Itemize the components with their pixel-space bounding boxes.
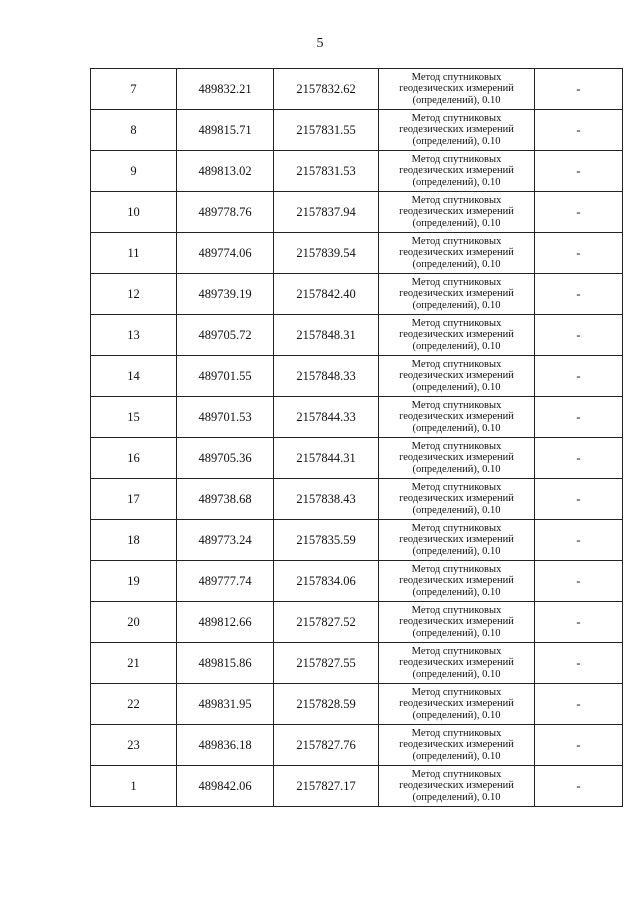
method-text-line: (определений), 0.10 bbox=[412, 463, 501, 475]
x-coordinate-cell: 489777.74 bbox=[177, 561, 274, 602]
y-coordinate-cell: 2157844.33 bbox=[274, 397, 379, 438]
method-text-line: Метод спутниковых bbox=[411, 481, 502, 493]
y-coordinate-cell: 2157839.54 bbox=[274, 233, 379, 274]
point-number-cell: 17 bbox=[91, 479, 177, 520]
method-text-line: геодезических измерений bbox=[399, 329, 514, 341]
note-cell: - bbox=[535, 479, 623, 520]
y-coordinate-cell: 2157831.53 bbox=[274, 151, 379, 192]
table-row bbox=[91, 684, 623, 725]
note-cell: - bbox=[535, 233, 623, 274]
point-number-cell: 7 bbox=[91, 69, 177, 110]
x-coordinate-cell: 489738.68 bbox=[177, 479, 274, 520]
note-cell: - bbox=[535, 151, 623, 192]
method-cell bbox=[379, 684, 535, 725]
table-row bbox=[91, 274, 623, 315]
method-text-line: (определений), 0.10 bbox=[412, 545, 501, 557]
point-number-cell: 19 bbox=[91, 561, 177, 602]
point-number-cell: 20 bbox=[91, 602, 177, 643]
method-cell bbox=[379, 69, 535, 110]
x-coordinate-cell: 489812.66 bbox=[177, 602, 274, 643]
note-cell: - bbox=[535, 192, 623, 233]
point-number-cell: 15 bbox=[91, 397, 177, 438]
method-text-line: Метод спутниковых bbox=[411, 194, 502, 206]
y-coordinate-cell: 2157848.31 bbox=[274, 315, 379, 356]
method-cell bbox=[379, 397, 535, 438]
note-cell: - bbox=[535, 438, 623, 479]
table-row bbox=[91, 397, 623, 438]
x-coordinate-cell: 489815.86 bbox=[177, 643, 274, 684]
method-cell bbox=[379, 561, 535, 602]
x-coordinate-cell: 489813.02 bbox=[177, 151, 274, 192]
x-coordinate-cell: 489778.76 bbox=[177, 192, 274, 233]
method-text-line: геодезических измерений bbox=[399, 534, 514, 546]
page-number: 5 bbox=[316, 36, 324, 51]
y-coordinate-cell: 2157827.76 bbox=[274, 725, 379, 766]
method-text-line: геодезических измерений bbox=[399, 452, 514, 464]
table-row bbox=[91, 315, 623, 356]
method-text-line: (определений), 0.10 bbox=[412, 422, 501, 434]
note-cell: - bbox=[535, 725, 623, 766]
method-cell bbox=[379, 315, 535, 356]
y-coordinate-cell: 2157827.52 bbox=[274, 602, 379, 643]
table-row bbox=[91, 766, 623, 807]
y-coordinate-cell: 2157838.43 bbox=[274, 479, 379, 520]
table-row bbox=[91, 561, 623, 602]
x-coordinate-cell: 489842.06 bbox=[177, 766, 274, 807]
method-cell bbox=[379, 520, 535, 561]
point-number-cell: 22 bbox=[91, 684, 177, 725]
point-number-cell: 8 bbox=[91, 110, 177, 151]
point-number-cell: 10 bbox=[91, 192, 177, 233]
method-text-line: геодезических измерений bbox=[399, 370, 514, 382]
method-text-line: (определений), 0.10 bbox=[412, 258, 501, 270]
method-cell bbox=[379, 438, 535, 479]
x-coordinate-cell: 489832.21 bbox=[177, 69, 274, 110]
method-text-line: Метод спутниковых bbox=[411, 645, 502, 657]
method-text-line: (определений), 0.10 bbox=[412, 627, 501, 639]
method-text-line: Метод спутниковых bbox=[411, 235, 502, 247]
method-text-line: (определений), 0.10 bbox=[412, 299, 501, 311]
method-text-line: геодезических измерений bbox=[399, 616, 514, 628]
method-cell bbox=[379, 110, 535, 151]
x-coordinate-cell: 489774.06 bbox=[177, 233, 274, 274]
note-cell: - bbox=[535, 766, 623, 807]
coordinates-table-body bbox=[91, 69, 623, 807]
point-number-cell: 14 bbox=[91, 356, 177, 397]
point-number-cell: 16 bbox=[91, 438, 177, 479]
x-coordinate-cell: 489773.24 bbox=[177, 520, 274, 561]
method-cell bbox=[379, 479, 535, 520]
x-coordinate-cell: 489739.19 bbox=[177, 274, 274, 315]
x-coordinate-cell: 489815.71 bbox=[177, 110, 274, 151]
method-text-line: (определений), 0.10 bbox=[412, 176, 501, 188]
method-text-line: (определений), 0.10 bbox=[412, 217, 501, 229]
table-row bbox=[91, 192, 623, 233]
method-text-line: геодезических измерений bbox=[399, 780, 514, 792]
method-text-line: геодезических измерений bbox=[399, 739, 514, 751]
note-cell: - bbox=[535, 561, 623, 602]
method-cell bbox=[379, 602, 535, 643]
table-row bbox=[91, 520, 623, 561]
table-row bbox=[91, 438, 623, 479]
y-coordinate-cell: 2157832.62 bbox=[274, 69, 379, 110]
method-text-line: Метод спутниковых bbox=[411, 604, 502, 616]
method-text-line: геодезических измерений bbox=[399, 247, 514, 259]
y-coordinate-cell: 2157835.59 bbox=[274, 520, 379, 561]
note-cell: - bbox=[535, 684, 623, 725]
x-coordinate-cell: 489701.53 bbox=[177, 397, 274, 438]
point-number-cell: 18 bbox=[91, 520, 177, 561]
method-text-line: Метод спутниковых bbox=[411, 317, 502, 329]
method-text-line: геодезических измерений bbox=[399, 83, 514, 95]
point-number-cell: 9 bbox=[91, 151, 177, 192]
method-text-line: Метод спутниковых bbox=[411, 440, 502, 452]
point-number-cell: 13 bbox=[91, 315, 177, 356]
note-cell: - bbox=[535, 110, 623, 151]
x-coordinate-cell: 489705.36 bbox=[177, 438, 274, 479]
table-row bbox=[91, 151, 623, 192]
y-coordinate-cell: 2157827.55 bbox=[274, 643, 379, 684]
point-number-cell: 11 bbox=[91, 233, 177, 274]
x-coordinate-cell: 489705.72 bbox=[177, 315, 274, 356]
note-cell: - bbox=[535, 602, 623, 643]
y-coordinate-cell: 2157842.40 bbox=[274, 274, 379, 315]
table-row bbox=[91, 356, 623, 397]
method-text-line: Метод спутниковых bbox=[411, 276, 502, 288]
method-text-line: геодезических измерений bbox=[399, 288, 514, 300]
y-coordinate-cell: 2157848.33 bbox=[274, 356, 379, 397]
method-text-line: (определений), 0.10 bbox=[412, 709, 501, 721]
method-text-line: (определений), 0.10 bbox=[412, 586, 501, 598]
method-text-line: геодезических измерений bbox=[399, 698, 514, 710]
method-text-line: Метод спутниковых bbox=[411, 522, 502, 534]
method-text-line: геодезических измерений bbox=[399, 206, 514, 218]
y-coordinate-cell: 2157828.59 bbox=[274, 684, 379, 725]
table-row bbox=[91, 110, 623, 151]
method-text-line: геодезических измерений bbox=[399, 165, 514, 177]
method-text-line: (определений), 0.10 bbox=[412, 504, 501, 516]
table-row bbox=[91, 69, 623, 110]
note-cell: - bbox=[535, 356, 623, 397]
y-coordinate-cell: 2157831.55 bbox=[274, 110, 379, 151]
method-cell bbox=[379, 192, 535, 233]
note-cell: - bbox=[535, 643, 623, 684]
point-number-cell: 23 bbox=[91, 725, 177, 766]
x-coordinate-cell: 489831.95 bbox=[177, 684, 274, 725]
y-coordinate-cell: 2157837.94 bbox=[274, 192, 379, 233]
table-row bbox=[91, 479, 623, 520]
y-coordinate-cell: 2157844.31 bbox=[274, 438, 379, 479]
method-text-line: геодезических измерений bbox=[399, 493, 514, 505]
y-coordinate-cell: 2157834.06 bbox=[274, 561, 379, 602]
x-coordinate-cell: 489836.18 bbox=[177, 725, 274, 766]
method-text-line: Метод спутниковых bbox=[411, 112, 502, 124]
note-cell: - bbox=[535, 274, 623, 315]
method-text-line: Метод спутниковых bbox=[411, 727, 502, 739]
y-coordinate-cell: 2157827.17 bbox=[274, 766, 379, 807]
point-number-cell: 1 bbox=[91, 766, 177, 807]
method-text-line: (определений), 0.10 bbox=[412, 381, 501, 393]
x-coordinate-cell: 489701.55 bbox=[177, 356, 274, 397]
method-text-line: Метод спутниковых bbox=[411, 358, 502, 370]
method-cell bbox=[379, 233, 535, 274]
table-row bbox=[91, 725, 623, 766]
method-text-line: Метод спутниковых bbox=[411, 686, 502, 698]
method-text-line: Метод спутниковых bbox=[411, 399, 502, 411]
note-cell: - bbox=[535, 397, 623, 438]
note-cell: - bbox=[535, 315, 623, 356]
method-cell bbox=[379, 766, 535, 807]
note-cell: - bbox=[535, 69, 623, 110]
method-text-line: Метод спутниковых bbox=[411, 563, 502, 575]
method-text-line: (определений), 0.10 bbox=[412, 94, 501, 106]
method-cell bbox=[379, 151, 535, 192]
method-text-line: (определений), 0.10 bbox=[412, 340, 501, 352]
table-row bbox=[91, 643, 623, 684]
method-cell bbox=[379, 643, 535, 684]
point-number-cell: 12 bbox=[91, 274, 177, 315]
method-text-line: (определений), 0.10 bbox=[412, 135, 501, 147]
table-row bbox=[91, 233, 623, 274]
method-cell bbox=[379, 356, 535, 397]
method-text-line: (определений), 0.10 bbox=[412, 750, 501, 762]
point-number-cell: 21 bbox=[91, 643, 177, 684]
table-row bbox=[91, 602, 623, 643]
method-text-line: геодезических измерений bbox=[399, 411, 514, 423]
note-cell: - bbox=[535, 520, 623, 561]
method-text-line: геодезических измерений bbox=[399, 575, 514, 587]
method-text-line: геодезических измерений bbox=[399, 657, 514, 669]
method-text-line: Метод спутниковых bbox=[411, 153, 502, 165]
method-text-line: (определений), 0.10 bbox=[412, 668, 501, 680]
method-text-line: Метод спутниковых bbox=[411, 768, 502, 780]
coordinates-table bbox=[90, 68, 623, 807]
method-text-line: (определений), 0.10 bbox=[412, 791, 501, 803]
method-text-line: геодезических измерений bbox=[399, 124, 514, 136]
method-text-line: Метод спутниковых bbox=[411, 71, 502, 83]
method-cell bbox=[379, 725, 535, 766]
method-cell bbox=[379, 274, 535, 315]
